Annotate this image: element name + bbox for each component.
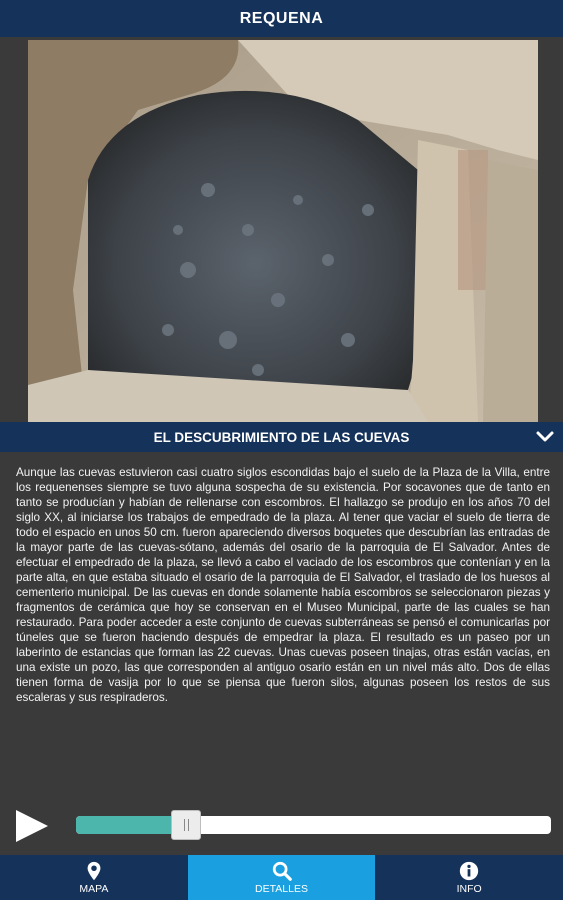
section-title: EL DESCUBRIMIENTO DE LAS CUEVAS bbox=[153, 429, 410, 445]
nav-label-detalles: DETALLES bbox=[255, 883, 308, 895]
nav-item-detalles[interactable] bbox=[188, 855, 376, 900]
map-pin-icon bbox=[83, 860, 105, 882]
audio-progress-fill bbox=[76, 816, 185, 834]
audio-progress-thumb[interactable] bbox=[171, 810, 201, 840]
nav-label-info: INFO bbox=[456, 883, 482, 895]
audio-player bbox=[0, 800, 563, 852]
nav-item-mapa[interactable] bbox=[0, 855, 188, 900]
bottom-navigation bbox=[0, 855, 563, 900]
cave-photo bbox=[28, 40, 538, 422]
play-icon[interactable] bbox=[12, 806, 52, 846]
page-title: REQUENA bbox=[239, 9, 324, 27]
cave-image bbox=[28, 40, 538, 422]
info-icon bbox=[458, 860, 480, 882]
search-icon bbox=[271, 860, 293, 882]
description-text: Aunque las cuevas estuvieron casi cuatro siglos escondidas bajo el suelo de la Plaza de la Villa, entre los requenenses siempre se tuvo alguna sospecha de su existencia. Por socavones que de tanto en tanto se producían y habían de rellenarse con escombros. El hallazgo se produjo en los años 70 del siglo XX, al iniciarse los trabajos de empedrado de la plaza. Al tener que vaciar el suelo de tierra de todo el espacio en unos 50 cm. fueron apareciendo diversos boquetes que descubrían las entradas de la mayor parte de las cuevas-sótano, además del osario de la parroquia de El Salvador. Antes de efectuar el empedrado de la plaza, se llevó a cabo el vaciado de los escombros que contenían y en la parte alta, en que estaba situado el osario de la parroquia de El Salvador, el traslado de los huesos al cementerio municipal. De las cuevas en donde solamente había escombros se seleccionaron piezas y fragmentos de cerámica que hoy se conservan en el Museo Municipal, parte de las cuales se han restaurado. Para poder acceder a este conjunto de cuevas subterráneas se pensó el comunicarlas por túneles que se fueron haciendo después de empedrar la plaza. El resultado es un paseo por un laberinto de estancias que forman las 22 cuevas. Unas cuevas poseen tinajas, otras están vacías, en una existe un pozo, las que corresponden al antiguo osario están en un nivel más alto. Dos de ellas tienen forma de vasija por lo que se piensa que fueron silos, algunas poseen los restos de sus escaleras y sus respiraderos. bbox=[16, 466, 550, 704]
nav-item-info[interactable] bbox=[375, 855, 563, 900]
section-header[interactable] bbox=[0, 422, 563, 452]
chevron-down-icon[interactable] bbox=[535, 427, 555, 447]
nav-label-mapa: MAPA bbox=[79, 883, 109, 895]
audio-progress-track[interactable] bbox=[76, 816, 551, 834]
app-header bbox=[0, 0, 563, 37]
